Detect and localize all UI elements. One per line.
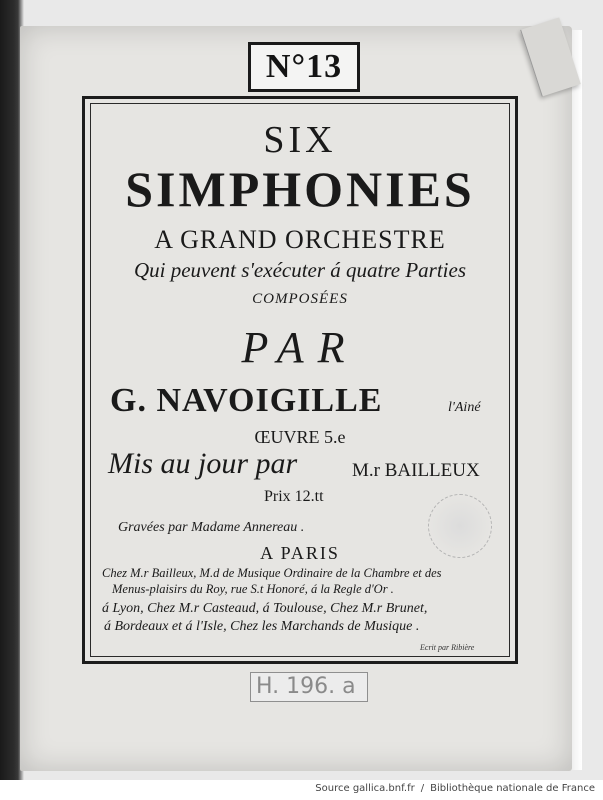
author-name: G. NAVOIGILLE [110,382,383,419]
price: Prix 12.tt [264,488,324,505]
title-simphonies: SIMPHONIES [125,161,475,217]
imprint-line-4: á Bordeaux et á l'Isle, Chez les Marchands de Musique . [104,619,420,634]
imprint-city: A PARIS [260,543,340,563]
number-label-text: N°13 [265,48,343,85]
engraver-credit: Ecrit par Ribière [420,643,475,652]
title-grand-orchestre: A GRAND ORCHESTRE [154,225,446,254]
publisher-name: M.r BAILLEUX [352,460,480,481]
title-par: PAR [241,323,359,372]
title-composees: COMPOSÉES [252,291,348,307]
title-six: SIX [263,119,337,161]
imprint-line-3: á Lyon, Chez M.r Casteaud, á Toulouse, Chez M.r Brunet, [102,601,428,616]
footer-institution: Bibliothèque nationale de France [430,783,595,794]
number-label [248,42,360,92]
engraving-credit: Gravées par Madame Annereau . [118,520,305,535]
footer-attribution [315,783,595,794]
footer-source: Source gallica.bnf.fr [315,783,415,794]
title-subtitle: Qui peuvent s'exécuter á quatre Parties [133,258,467,282]
opus-number: ŒUVRE 5.e [254,427,346,447]
author-suffix: l'Ainé [448,400,481,415]
imprint-line-1: Chez M.r Bailleux, M.d de Musique Ordinaire de la Chambre et des [102,566,442,580]
imprint-line-2: Menus-plaisirs du Roy, rue S.t Honoré, á la Regle d'Or . [112,582,394,596]
footer-separator: / [420,783,425,794]
publisher-prefix: Mis au jour par [108,447,298,480]
shelfmark-text: H. 196. a [256,674,356,699]
